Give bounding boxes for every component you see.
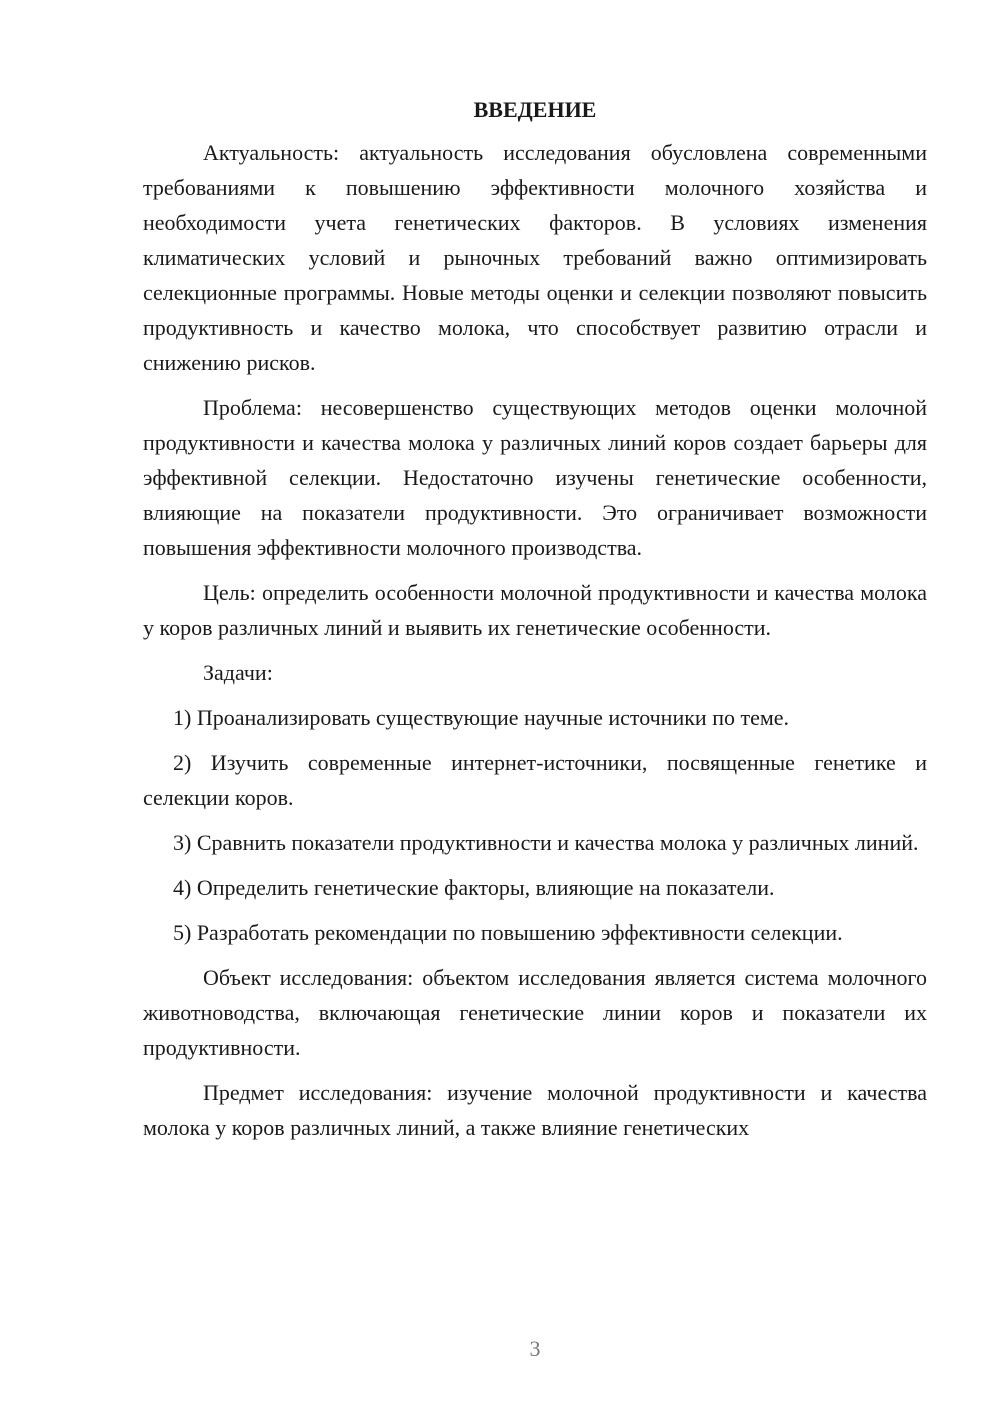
paragraph-relevance: Актуальность: актуальность исследования обусловлена современными требованиями к повышению эффективности молочного хозяйства и необходимости учета генетических факторов. В условиях изменения климатических условий и рыночных требований важно оптимизировать селекционные программы. Новые методы оценки и селекции позволяют повысить продуктивность и качество молока, что способствует развитию отрасли и снижению рисков. bbox=[143, 140, 927, 375]
paragraph-problem: Проблема: несовершенство существующих методов оценки молочной продуктивности и качества молока у различных линий коров создает барьеры для эффективной селекции. Недостаточно изучены генетические особенности, влияющие на показатели продуктивности. Это ограничивает возможности повышения эффективности молочного производства. bbox=[143, 395, 927, 560]
paragraph-goal: Цель: определить особенности молочной продуктивности и качества молока у коров различных линий и выявить их генетические особенности. bbox=[143, 580, 927, 640]
task-item-2: 2) Изучить современные интернет-источники, посвященные генетике и селекции коров. bbox=[143, 750, 927, 810]
page-content bbox=[143, 95, 927, 1145]
paragraph-object: Объект исследования: объектом исследования является система молочного животноводства, включающая генетические линии коров и показатели их продуктивности. bbox=[143, 965, 927, 1060]
section-title: ВВЕДЕНИЕ bbox=[473, 97, 597, 122]
task-item-3: 3) Сравнить показатели продуктивности и качества молока у различных линий. bbox=[173, 830, 919, 855]
task-item-5: 5) Разработать рекомендации по повышению эффективности селекции. bbox=[173, 920, 843, 945]
task-item-1: 1) Проанализировать существующие научные источники по теме. bbox=[173, 705, 790, 730]
task-item-4: 4) Определить генетические факторы, влияющие на показатели. bbox=[173, 875, 775, 900]
page-number: 3 bbox=[529, 1336, 541, 1361]
paragraph-subject: Предмет исследования: изучение молочной продуктивности и качества молока у коров различных линий, а также влияние генетических bbox=[143, 1080, 927, 1140]
tasks-heading: Задачи: bbox=[203, 660, 273, 685]
